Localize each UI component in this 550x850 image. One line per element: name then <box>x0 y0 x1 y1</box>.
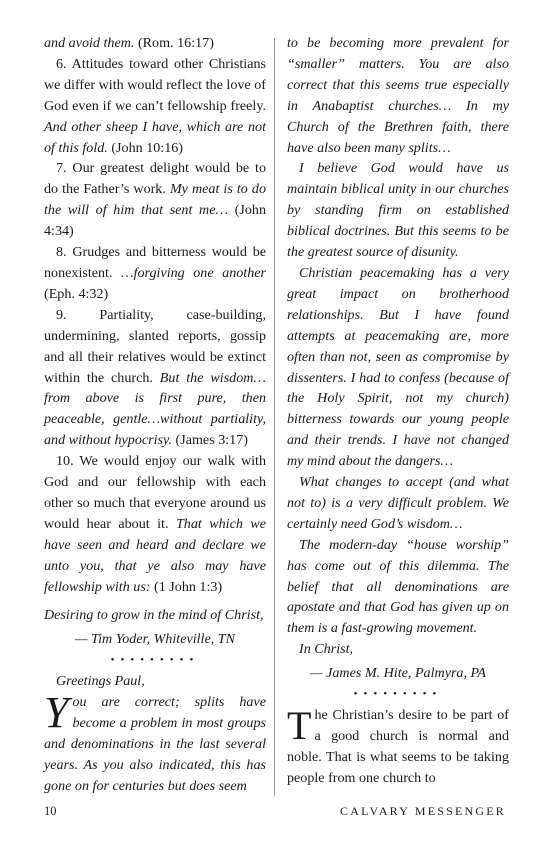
drop-cap: Y <box>44 688 69 738</box>
letter-closing: Desiring to grow in the mind of Christ, <box>44 607 264 624</box>
publication-name: CALVARY MESSENGER <box>340 804 506 818</box>
reply-paragraph: You are correct; splits have become a problem in most groups and denominations in the last several years. As you also indicated, this has gone on for centuries but does seem <box>44 688 266 794</box>
left-column <box>44 33 266 797</box>
section-divider-dots: ••••••••• <box>110 654 200 667</box>
page-number: 10 <box>44 804 57 818</box>
section-divider-dots-2: ••••••••• <box>353 688 443 701</box>
paragraph-point-9: 9. Partiality, case-building, undermining, slanted reports, gossip and all their relatives would be extinct within the church. But the wisdom…from above is first pure, then peaceable, gentle…without partiality, and without hypocrisy. (James 3:17) <box>44 306 266 449</box>
reply-paragraph-2: I believe God would have us maintain biblical unity in our churches by standing firm on established biblical doctrines. But this seems to be the greatest source of disunity. <box>287 160 509 261</box>
column-divider <box>274 38 275 796</box>
paragraph-point-10: 10. We would enjoy our walk with God and our fellowship with each other so much that everyone around us would hear about it. That which we have seen and heard and declare we unto you, that ye also may have fellowship with us: (1 John 1:3) <box>44 453 266 595</box>
paragraph-point-8: 8. Grudges and bitterness would be nonexistent. …forgiving one another (Eph. 4:32) <box>44 244 266 302</box>
reply-continuation: to be becoming more prevalent for “smaller” matters. You are also correct that this seems true especially in Anabaptist churches… In my Church of the Brethren faith, there have also been many splits… <box>287 35 509 156</box>
reply-closing: In Christ, <box>299 641 354 658</box>
paragraph-continuation: and avoid them. (Rom. 16:17) <box>44 35 214 51</box>
reply-paragraph-3: Christian peacemaking has a very great impact on brotherhood relationships. But I have found attempts at peacemaking are, more often than not, seen as compromise by dissenters. I had to confess (because of the Holy Spirit, not my church) bitterness towards our young people and their trends. I have not changed my mind about the dangers… <box>287 264 509 470</box>
right-column <box>287 33 509 789</box>
reply-greeting: Greetings Paul, <box>56 673 145 690</box>
reply-paragraph-4: What changes to accept (and what not to) is a very difficult problem. We certainly need God’s wisdom… <box>287 474 509 532</box>
reply-paragraph-5: The modern-day “house worship” has come out of this dilemma. The belief that all denominations are apostate and that God has given up on them is a fast-growing movement. <box>287 536 509 637</box>
article-paragraph: The Christian’s desire to be part of a good church is normal and noble. That is what seems to be taking people from one church to <box>287 703 509 786</box>
paragraph-point-6: 6. Attitudes toward other Christians we differ with would reflect the love of God even if we can’t fellowship freely. And other sheep I have, which are not of this fold. (John 10:16) <box>44 55 266 156</box>
paragraph-point-7: 7. Our greatest delight would be to do the Father’s work. My meat is to do the will of him that sent me… (John 4:34) <box>44 160 267 240</box>
drop-cap-2: T <box>287 703 312 749</box>
reply-signature: — James M. Hite, Palmyra, PA <box>310 665 486 682</box>
letter-signature: — Tim Yoder, Whiteville, TN <box>74 631 235 648</box>
